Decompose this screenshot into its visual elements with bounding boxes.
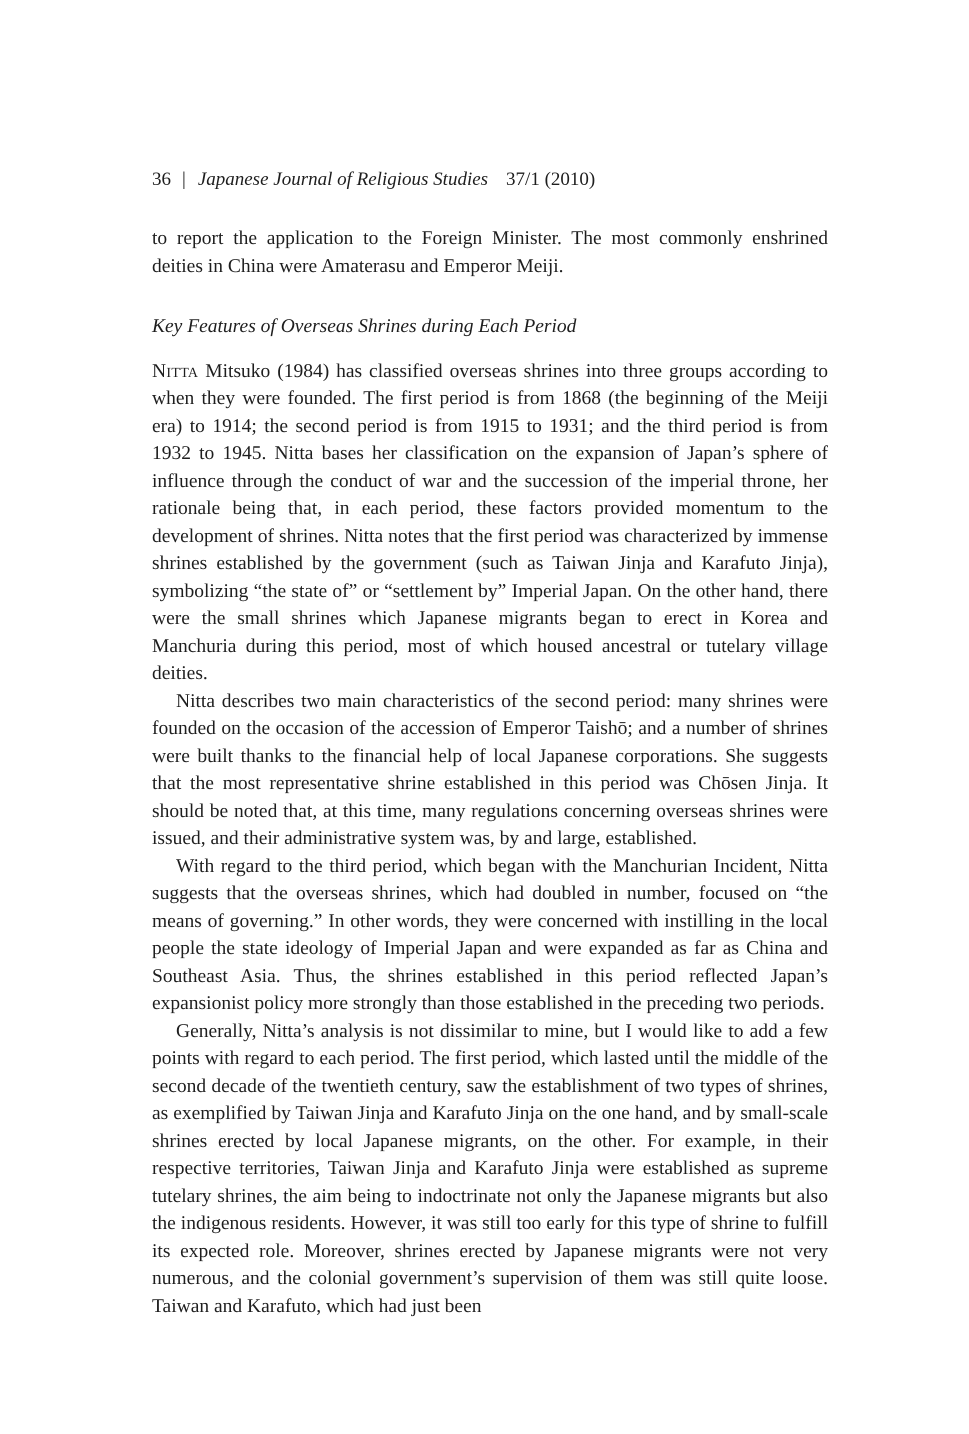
continued-paragraph: to report the application to the Foreign Minister. The most commonly enshrined deities in China were Amaterasu and Emperor Meiji. xyxy=(152,228,828,277)
issue-info: 37/1 (2010) xyxy=(506,169,596,190)
journal-title: Japanese Journal of Religious Studies xyxy=(197,169,489,190)
paragraph: Generally, Nitta’s analysis is not dissimilar to mine, but I would like to add a few points with regard to each period. The first period, which lasted until the middle of the second decade of the twentieth century, saw the establishment of two types of shrines, as exemplified by Taiwan Jinja and Karafuto Jinja on the one hand, and by small-scale shrines erected by local Japanese migrants, on the other. For example, in their respective territories, Taiwan Jinja and Karafuto Jinja were established as supreme tutelary shrines, the aim being to indoctrinate not only the Japanese migrants but also the indigenous residents. However, it was still too early for this type of shrine to fulfill its expected role. Moreover, shrines erected by Japanese migrants were not very numerous, and the colonial government’s supervision of them was still quite loose. Taiwan and Karafuto, which had just been xyxy=(152,1020,828,1317)
paragraph xyxy=(152,358,828,688)
paragraph-text: Mitsuko (1984) has classified overseas shrines into three groups according to when they were founded. The first period is from 1868 (the beginning of the Meiji era) to 1914; the second period is from 1915 to 1931; and the third period is from 1932 to 1945. Nitta bases her classification on the expansion of Japan’s sphere of influence through the conduct of war and the succession of the imperial throne, her rationale being that, in each period, these factors provided momentum to the development of shrines. Nitta notes that the first period was characterized by immense shrines established by the government (such as Taiwan Jinja and Karafuto Jinja), symbolizing “the state of” or “settlement by” Imperial Japan. On the other hand, there were the small shrines which Japanese migrants began to erect in Korea and Manchuria during this period, most of which housed ancestral or tutelary village deities. xyxy=(152,360,828,684)
author-name: Nitta xyxy=(152,360,199,382)
section-heading: Key Features of Overseas Shrines during Each Period xyxy=(152,316,577,337)
paragraph: Nitta describes two main characteristics of the second period: many shrines were founded on the occasion of the accession of Emperor Taishō; and a number of shrines were built thanks to the financial help of local Japanese corporations. She suggests that the most representative shrine established in this period was Chōsen Jinja. It should be noted that, at this time, many regulations concerning overseas shrines were issued, and their administrative system was, by and large, established. xyxy=(152,690,828,849)
running-head xyxy=(152,168,595,192)
page-number: 36 xyxy=(152,169,171,190)
header-separator: | xyxy=(182,169,186,190)
paragraph: With regard to the third period, which began with the Manchurian Incident, Nitta suggests that the overseas shrines, which had doubled in number, focused on “the means of governing.” In other words, they were concerned with instilling in the local people the state ideology of Imperial Japan and were expanded as far as China and Southeast Asia. Thus, the shrines established in this period reflected Japan’s expansionist policy more strongly than those established in the preceding two periods. xyxy=(152,855,828,1014)
body-text xyxy=(152,225,828,1320)
